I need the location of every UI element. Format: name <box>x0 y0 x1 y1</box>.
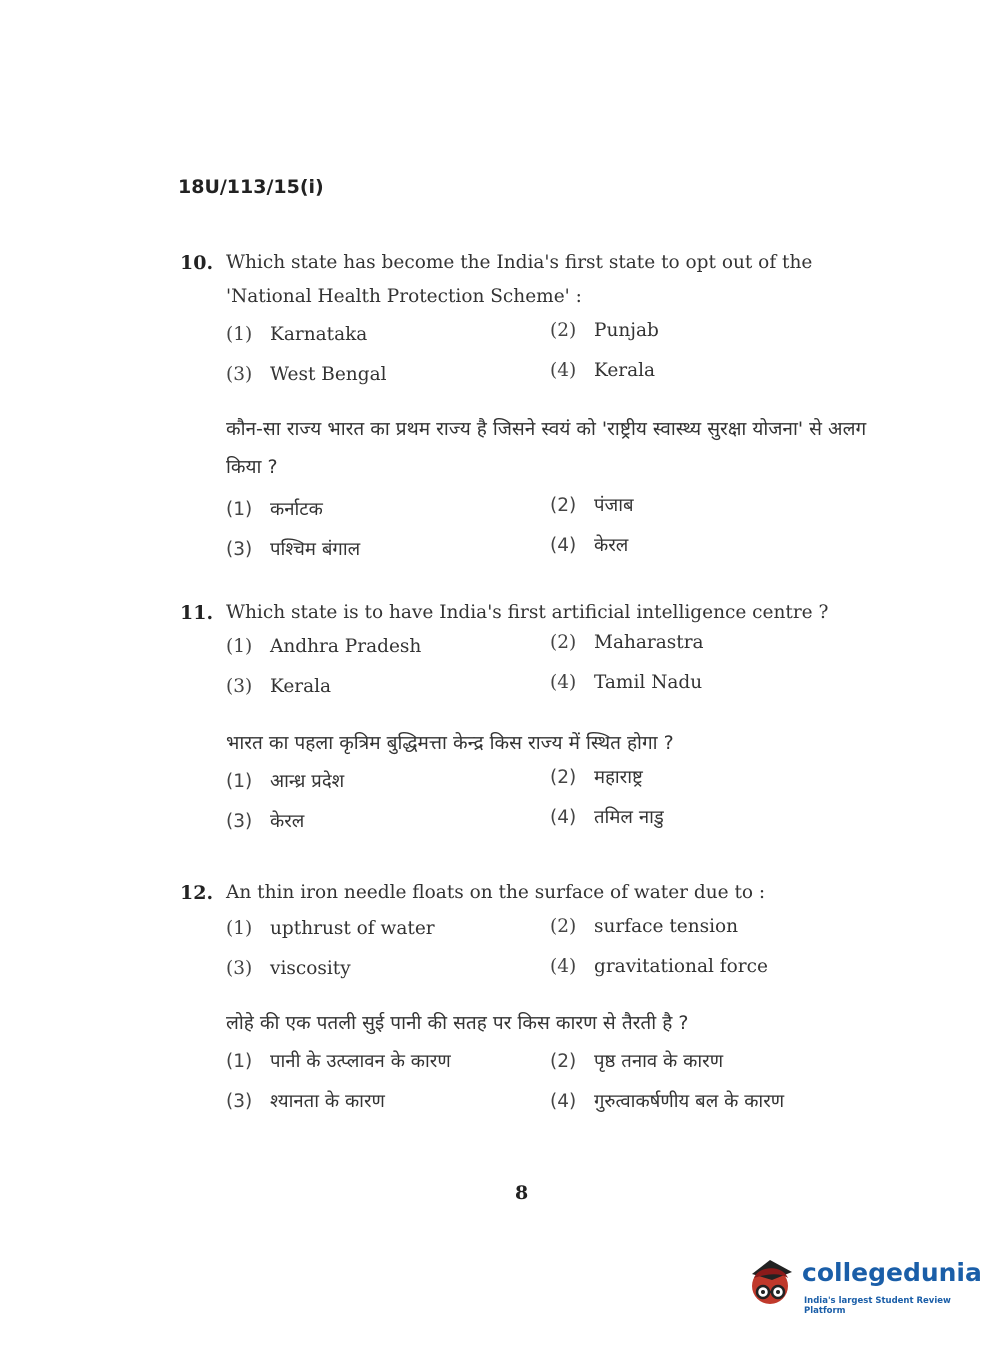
option-4: (4) Kerala <box>550 360 656 381</box>
option-3: (3) पश्चिम बंगाल <box>226 539 361 560</box>
option-4: (4) गुरुत्वाकर्षणीय बल के कारण <box>550 1091 785 1112</box>
options-en <box>226 918 870 998</box>
option-1: (1) Andhra Pradesh <box>226 636 422 657</box>
question-11 <box>180 596 870 716</box>
logo-brand: collegedunia <box>802 1258 982 1287</box>
option-4: (4) केरल <box>550 535 629 556</box>
option-2: (2) surface tension <box>550 916 739 937</box>
option-2: (2) पृष्ठ तनाव के कारण <box>550 1051 724 1072</box>
option-1: (1) Karnataka <box>226 324 368 345</box>
options-hi <box>226 768 870 848</box>
option-4: (4) gravitational force <box>550 956 768 977</box>
option-2: (2) महाराष्ट्र <box>550 767 643 788</box>
question-text-en: Which state is to have India's first artificial intelligence centre ? <box>226 602 829 623</box>
option-1: (1) पानी के उत्प्लावन के कारण <box>226 1051 451 1072</box>
option-4: (4) Tamil Nadu <box>550 672 703 693</box>
logo-tagline: India's largest Student Review Platform <box>804 1296 951 1316</box>
option-1: (1) आन्ध्र प्रदेश <box>226 771 345 792</box>
option-2: (2) Maharastra <box>550 632 704 653</box>
collegedunia-logo <box>742 1252 982 1316</box>
option-2: (2) Punjab <box>550 320 659 341</box>
mascot-icon <box>742 1252 800 1312</box>
question-12-hindi <box>180 1004 870 1128</box>
options-en <box>226 320 870 404</box>
option-3: (3) West Bengal <box>226 364 387 385</box>
option-3: (3) Kerala <box>226 676 332 697</box>
option-3: (3) केरल <box>226 811 305 832</box>
option-3: (3) श्यानता के कारण <box>226 1091 385 1112</box>
question-text-hi: लोहे की एक पतली सुई पानी की सतह पर किस कारण से तैरती है ? <box>226 1012 689 1034</box>
question-text-hi: कौन-सा राज्य भारत का प्रथम राज्य है जिसने स्वयं को 'राष्ट्रीय स्वास्थ्य सुरक्षा योजना' से अलग किया ? <box>226 418 867 478</box>
page-number: 8 <box>515 1182 529 1204</box>
question-number: 11. <box>180 602 214 624</box>
question-number: 12. <box>180 882 214 904</box>
question-number: 10. <box>180 252 214 274</box>
option-4: (4) तमिल नाडु <box>550 807 664 828</box>
option-3: (3) viscosity <box>226 958 351 979</box>
options-hi <box>226 496 870 576</box>
option-1: (1) कर्नाटक <box>226 499 323 520</box>
question-text-en: Which state has become the India's first state to opt out of the 'National Health Protection Scheme' : <box>226 252 813 307</box>
option-1: (1) upthrust of water <box>226 918 435 939</box>
option-2: (2) पंजाब <box>550 495 634 516</box>
question-text-en: An thin iron needle floats on the surface of water due to : <box>226 882 766 903</box>
question-10 <box>180 246 870 404</box>
options-hi <box>226 1048 870 1128</box>
options-en <box>226 632 870 716</box>
paper-code: 18U/113/15(i) <box>178 176 324 198</box>
question-10-hindi <box>180 410 870 576</box>
question-12 <box>180 876 870 998</box>
question-text-hi: भारत का पहला कृत्रिम बुद्धिमत्ता केन्द्र किस राज्य में स्थित होगा ? <box>226 732 674 754</box>
question-11-hindi <box>180 724 870 848</box>
